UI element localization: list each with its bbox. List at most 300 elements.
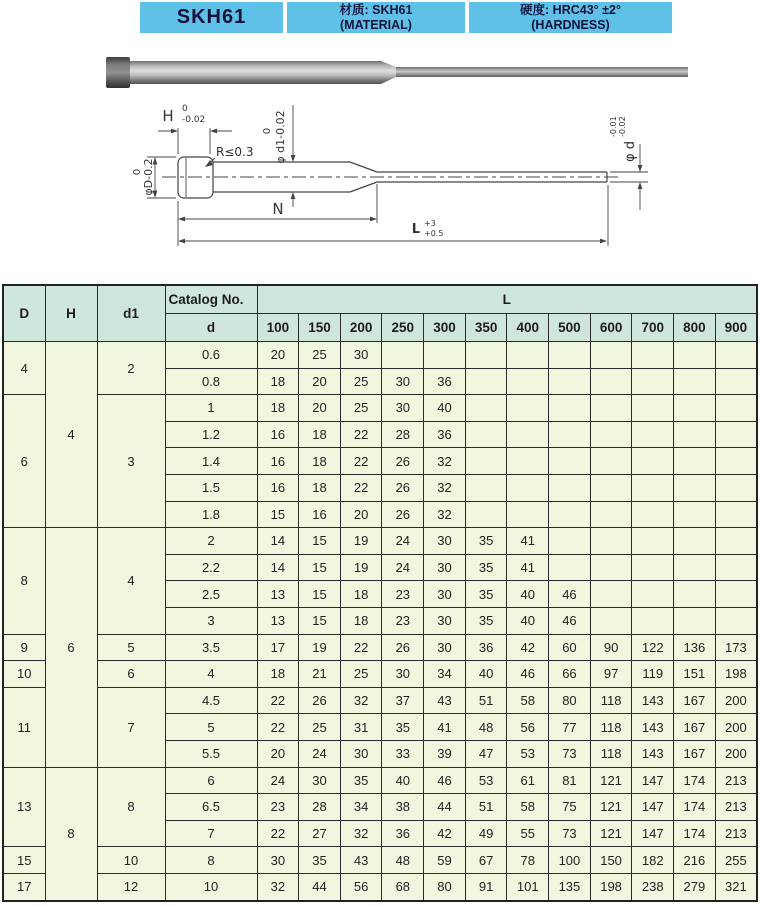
cell-L: [715, 395, 757, 422]
cell-L: [590, 421, 632, 448]
pin-photo-taper: [381, 61, 396, 84]
cell-L: 30: [424, 607, 466, 634]
table-row: [3, 767, 757, 794]
cell-d1: 7: [97, 687, 165, 767]
cell-L: 35: [465, 528, 507, 555]
cell-L: 279: [674, 873, 716, 901]
cell-L: 31: [340, 714, 382, 741]
cell-L: [632, 581, 674, 608]
cell-L: 22: [340, 474, 382, 501]
cell-L: 18: [340, 581, 382, 608]
table-row: [3, 634, 757, 661]
cell-L: [715, 581, 757, 608]
ejector-pin-illustration: [0, 0, 760, 262]
cell-L: 58: [507, 687, 549, 714]
cell-L: 80: [424, 873, 466, 901]
cell-L: 198: [715, 661, 757, 688]
cell-d1: 8: [97, 767, 165, 847]
cell-L: 40: [382, 767, 424, 794]
cell-L: 100: [549, 847, 591, 874]
dim-label-phid-tol-upper: -0.01: [609, 116, 618, 137]
hardness-label: 硬度: HRC43° ±2°: [520, 3, 621, 18]
cell-L: [632, 501, 674, 528]
cell-L: 73: [549, 740, 591, 767]
col-header-catalog: Catalog No.: [165, 285, 257, 314]
col-header-d1: d1: [97, 285, 165, 342]
cell-L: 46: [549, 581, 591, 608]
material-label: 材质: SKH61: [339, 3, 413, 18]
cell-L: 136: [674, 634, 716, 661]
table-row: [3, 342, 757, 369]
cell-L: 33: [382, 740, 424, 767]
pin-photo-shaft: [396, 67, 688, 77]
col-header-L-value: 600: [590, 314, 632, 342]
cell-d: 1.2: [165, 421, 257, 448]
cell-L: 53: [507, 740, 549, 767]
cell-L: 17: [257, 634, 299, 661]
cell-L: 25: [299, 714, 341, 741]
cell-L: 25: [340, 395, 382, 422]
cell-L: 30: [257, 847, 299, 874]
cell-L: [590, 554, 632, 581]
cell-D: 9: [3, 634, 45, 661]
cell-L: [715, 501, 757, 528]
cell-L: 16: [257, 448, 299, 475]
pin-photo: [106, 57, 688, 88]
cell-L: 42: [507, 634, 549, 661]
col-header-L-value: 250: [382, 314, 424, 342]
cell-d: 10: [165, 873, 257, 901]
dim-label-L: L: [411, 222, 420, 237]
cell-L: 49: [465, 820, 507, 847]
cell-L: 53: [465, 767, 507, 794]
cell-L: 19: [299, 634, 341, 661]
col-header-L-value: 700: [632, 314, 674, 342]
cell-L: [382, 342, 424, 369]
cell-L: 101: [507, 873, 549, 901]
cell-L: 66: [549, 661, 591, 688]
cell-L: 34: [340, 794, 382, 821]
cell-L: 38: [382, 794, 424, 821]
cell-L: [674, 528, 716, 555]
cell-L: 56: [507, 714, 549, 741]
cell-L: 24: [257, 767, 299, 794]
cell-L: 27: [299, 820, 341, 847]
cell-L: 78: [507, 847, 549, 874]
cell-L: [715, 368, 757, 395]
dim-label-phid1: φ d1-0.02: [274, 110, 287, 164]
cell-L: 18: [257, 661, 299, 688]
cell-d1: 6: [97, 661, 165, 688]
cell-L: 67: [465, 847, 507, 874]
cell-L: 40: [507, 581, 549, 608]
col-header-L-value: 150: [299, 314, 341, 342]
cell-L: 26: [382, 448, 424, 475]
cell-L: 48: [382, 847, 424, 874]
col-header-L-value: 300: [424, 314, 466, 342]
cell-L: [507, 448, 549, 475]
pin-photo-body: [130, 61, 381, 84]
cell-d: 6: [165, 767, 257, 794]
cell-L: [590, 342, 632, 369]
cell-L: [549, 421, 591, 448]
cell-L: 75: [549, 794, 591, 821]
table-row: [3, 847, 757, 874]
cell-L: 167: [674, 687, 716, 714]
cell-L: 40: [424, 395, 466, 422]
cell-L: 23: [382, 607, 424, 634]
cell-L: 135: [549, 873, 591, 901]
dim-label-phiD: φD-0.2: [142, 158, 155, 196]
cell-L: 46: [424, 767, 466, 794]
catalog-table-head: [3, 285, 757, 342]
catalog-table: [2, 284, 758, 902]
cell-L: 22: [257, 820, 299, 847]
cell-d1: 10: [97, 847, 165, 874]
col-header-L-value: 100: [257, 314, 299, 342]
cell-d: 4: [165, 661, 257, 688]
cell-L: 60: [549, 634, 591, 661]
cell-L: [715, 554, 757, 581]
cell-L: 30: [424, 634, 466, 661]
cell-L: 48: [465, 714, 507, 741]
cell-L: [674, 501, 716, 528]
cell-L: [507, 368, 549, 395]
cell-L: 174: [674, 767, 716, 794]
cell-D: 15: [3, 847, 45, 874]
cell-L: [674, 421, 716, 448]
cell-L: [674, 607, 716, 634]
cell-L: [590, 474, 632, 501]
cell-L: 151: [674, 661, 716, 688]
cell-d1: 3: [97, 395, 165, 528]
cell-L: 23: [257, 794, 299, 821]
cell-L: 121: [590, 794, 632, 821]
cell-L: [590, 448, 632, 475]
cell-L: 77: [549, 714, 591, 741]
cell-L: 47: [465, 740, 507, 767]
cell-L: 81: [549, 767, 591, 794]
col-header-L-value: 200: [340, 314, 382, 342]
cell-L: 18: [299, 421, 341, 448]
cell-L: 42: [424, 820, 466, 847]
cell-L: 91: [465, 873, 507, 901]
cell-L: [632, 395, 674, 422]
dim-label-phid1-tol-upper: 0: [262, 127, 273, 135]
cell-L: 22: [257, 687, 299, 714]
col-header-L: L: [257, 285, 757, 314]
col-header-H: H: [45, 285, 97, 342]
cell-L: [549, 501, 591, 528]
cell-L: 15: [299, 554, 341, 581]
cell-L: 15: [299, 581, 341, 608]
cell-L: 59: [424, 847, 466, 874]
cell-L: [715, 607, 757, 634]
product-title-text: SKH61: [176, 6, 247, 28]
cell-d: 6.5: [165, 794, 257, 821]
table-row: [3, 395, 757, 422]
cell-L: [674, 342, 716, 369]
cell-L: 213: [715, 767, 757, 794]
cell-L: 24: [382, 554, 424, 581]
cell-L: 46: [549, 607, 591, 634]
cell-L: [549, 474, 591, 501]
cell-L: 13: [257, 581, 299, 608]
cell-L: 119: [632, 661, 674, 688]
cell-L: 44: [424, 794, 466, 821]
cell-L: 30: [424, 554, 466, 581]
dim-label-H: H: [162, 107, 174, 125]
cell-D: 8: [3, 528, 45, 634]
cell-L: [632, 368, 674, 395]
cell-L: 36: [465, 634, 507, 661]
cell-L: [590, 395, 632, 422]
cell-L: 22: [340, 421, 382, 448]
cell-d: 1.4: [165, 448, 257, 475]
cell-L: [465, 368, 507, 395]
cell-L: 15: [299, 528, 341, 555]
cell-L: 68: [382, 873, 424, 901]
cell-L: 15: [257, 501, 299, 528]
cell-L: [507, 474, 549, 501]
cell-L: [507, 421, 549, 448]
cell-L: [715, 528, 757, 555]
col-header-D: D: [3, 285, 45, 342]
cell-L: 30: [424, 528, 466, 555]
cell-L: 32: [424, 448, 466, 475]
cell-d: 0.8: [165, 368, 257, 395]
cell-L: [424, 342, 466, 369]
cell-L: [590, 368, 632, 395]
table-row: [3, 661, 757, 688]
cell-L: 40: [465, 661, 507, 688]
cell-L: 213: [715, 794, 757, 821]
cell-L: 56: [340, 873, 382, 901]
dim-label-phiD-tol-upper: 0: [132, 168, 143, 176]
cell-D: 10: [3, 661, 45, 688]
cell-L: [715, 421, 757, 448]
cell-L: 20: [299, 395, 341, 422]
cell-L: [715, 448, 757, 475]
cell-L: 18: [257, 395, 299, 422]
dim-label-H-tol-upper: 0: [182, 104, 188, 114]
cell-L: 41: [507, 554, 549, 581]
cell-L: 174: [674, 820, 716, 847]
col-header-L-value: 500: [549, 314, 591, 342]
dim-label-H-tol-lower: -0.02: [182, 115, 206, 125]
cell-L: [465, 501, 507, 528]
cell-L: 18: [257, 368, 299, 395]
cell-L: 22: [340, 448, 382, 475]
cell-L: 32: [340, 820, 382, 847]
cell-d: 5.5: [165, 740, 257, 767]
cell-L: 41: [424, 714, 466, 741]
cell-L: 173: [715, 634, 757, 661]
cell-L: 25: [340, 368, 382, 395]
dim-label-L-tol-lower: +0.5: [424, 229, 444, 238]
cell-L: 20: [299, 368, 341, 395]
cell-D: 11: [3, 687, 45, 767]
cell-L: [465, 448, 507, 475]
cell-L: 182: [632, 847, 674, 874]
cell-L: [674, 395, 716, 422]
cell-L: 36: [424, 421, 466, 448]
cell-L: 16: [299, 501, 341, 528]
col-header-L-value: 800: [674, 314, 716, 342]
cell-L: 35: [465, 554, 507, 581]
cell-L: 143: [632, 687, 674, 714]
cell-L: 118: [590, 714, 632, 741]
cell-L: 216: [674, 847, 716, 874]
col-header-d: d: [165, 314, 257, 342]
cell-L: [549, 528, 591, 555]
drawing-head: [178, 157, 213, 198]
cell-L: 44: [299, 873, 341, 901]
cell-L: 122: [632, 634, 674, 661]
cell-d1: 12: [97, 873, 165, 901]
cell-D: 4: [3, 342, 45, 395]
cell-L: 238: [632, 873, 674, 901]
cell-L: 26: [382, 634, 424, 661]
cell-L: 51: [465, 794, 507, 821]
cell-L: 43: [340, 847, 382, 874]
cell-L: 25: [299, 342, 341, 369]
table-row: [3, 687, 757, 714]
catalog-table-body: [3, 342, 757, 902]
cell-L: 55: [507, 820, 549, 847]
cell-L: 35: [340, 767, 382, 794]
dim-label-N: N: [272, 200, 284, 218]
cell-d: 1.5: [165, 474, 257, 501]
cell-L: [715, 342, 757, 369]
cell-L: 73: [549, 820, 591, 847]
cell-D: 13: [3, 767, 45, 847]
cell-L: 39: [424, 740, 466, 767]
cell-L: 24: [382, 528, 424, 555]
cell-L: 35: [465, 607, 507, 634]
cell-L: 167: [674, 714, 716, 741]
dim-label-phid-tol-lower: -0.02: [618, 116, 627, 137]
cell-L: [507, 342, 549, 369]
cell-L: 118: [590, 687, 632, 714]
cell-L: 24: [299, 740, 341, 767]
cell-d: 3.5: [165, 634, 257, 661]
cell-L: 118: [590, 740, 632, 767]
cell-L: 200: [715, 687, 757, 714]
cell-L: 143: [632, 714, 674, 741]
cell-d: 5: [165, 714, 257, 741]
cell-L: [465, 395, 507, 422]
cell-L: 25: [340, 661, 382, 688]
cell-L: 41: [507, 528, 549, 555]
cell-L: [674, 554, 716, 581]
cell-L: 46: [507, 661, 549, 688]
cell-L: 35: [299, 847, 341, 874]
cell-L: 36: [424, 368, 466, 395]
cell-L: 30: [382, 395, 424, 422]
cell-d1: 4: [97, 528, 165, 634]
cell-L: 20: [257, 342, 299, 369]
pin-drawing: [132, 104, 648, 246]
cell-L: 30: [340, 342, 382, 369]
cell-d: 8: [165, 847, 257, 874]
cell-L: 16: [257, 421, 299, 448]
cell-L: 16: [257, 474, 299, 501]
cell-L: 147: [632, 767, 674, 794]
cell-L: [549, 395, 591, 422]
dim-label-L-tol-upper: +3: [424, 219, 436, 228]
cell-L: 32: [424, 474, 466, 501]
col-header-L-value: 900: [715, 314, 757, 342]
cell-L: 26: [299, 687, 341, 714]
cell-L: 30: [382, 368, 424, 395]
cell-L: 30: [299, 767, 341, 794]
cell-L: 97: [590, 661, 632, 688]
cell-L: 150: [590, 847, 632, 874]
dim-label-R: R≤0.3: [216, 145, 254, 159]
cell-d1: 5: [97, 634, 165, 661]
cell-L: 20: [257, 740, 299, 767]
cell-L: 43: [424, 687, 466, 714]
cell-D: 6: [3, 395, 45, 528]
cell-L: 80: [549, 687, 591, 714]
cell-L: 21: [299, 661, 341, 688]
cell-L: 26: [382, 474, 424, 501]
cell-L: 30: [424, 581, 466, 608]
cell-L: [632, 528, 674, 555]
cell-L: [590, 581, 632, 608]
cell-L: [632, 607, 674, 634]
cell-L: [632, 421, 674, 448]
cell-L: [590, 501, 632, 528]
cell-L: [465, 421, 507, 448]
cell-d: 4.5: [165, 687, 257, 714]
cell-L: 28: [382, 421, 424, 448]
col-header-L-value: 350: [465, 314, 507, 342]
cell-L: [549, 448, 591, 475]
cell-L: 121: [590, 767, 632, 794]
cell-L: 30: [382, 661, 424, 688]
cell-H: 8: [45, 767, 97, 901]
cell-L: 51: [465, 687, 507, 714]
cell-L: [549, 554, 591, 581]
cell-L: 321: [715, 873, 757, 901]
cell-d: 3: [165, 607, 257, 634]
cell-L: [632, 448, 674, 475]
cell-L: [715, 474, 757, 501]
table-header-row-1: [3, 285, 757, 314]
cell-L: [590, 607, 632, 634]
cell-L: 19: [340, 528, 382, 555]
cell-L: 143: [632, 740, 674, 767]
cell-L: 36: [382, 820, 424, 847]
cell-L: [507, 395, 549, 422]
cell-L: 18: [340, 607, 382, 634]
cell-D: 17: [3, 873, 45, 901]
cell-L: 26: [382, 501, 424, 528]
cell-L: 14: [257, 528, 299, 555]
cell-L: [507, 501, 549, 528]
cell-d: 1: [165, 395, 257, 422]
cell-L: 61: [507, 767, 549, 794]
col-header-L-value: 400: [507, 314, 549, 342]
cell-L: 147: [632, 794, 674, 821]
cell-L: 19: [340, 554, 382, 581]
dim-label-phid: φ d: [623, 141, 638, 162]
pin-photo-head: [106, 57, 130, 88]
cell-L: [549, 342, 591, 369]
cell-L: [632, 554, 674, 581]
